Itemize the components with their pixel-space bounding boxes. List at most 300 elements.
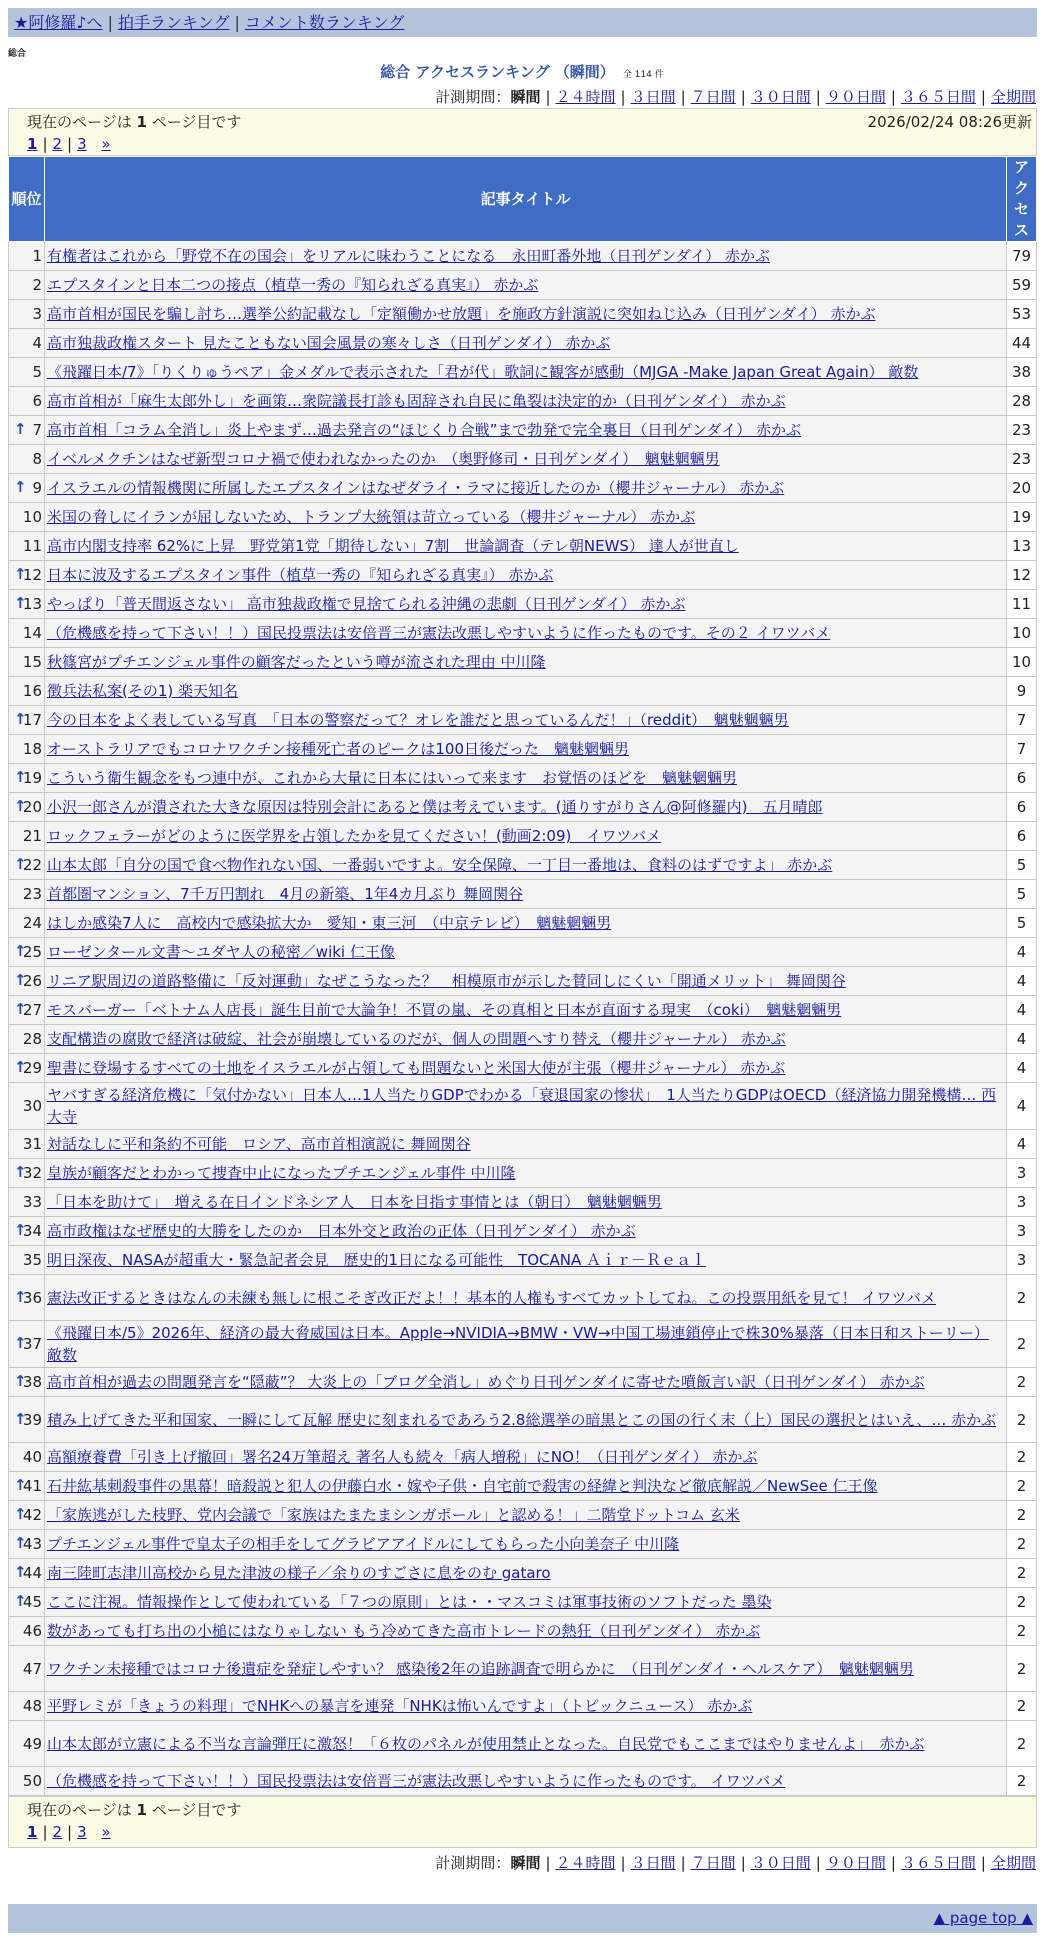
rank-number: 20 <box>22 798 42 816</box>
article-link[interactable]: 高市首相「コラム全消し」炎上やまず…過去発言の“ほじくり合戦”まで勃発で完全裏目（日刊ゲンダイ） 赤かぶ <box>47 421 801 439</box>
access-count: 2 <box>1007 1368 1037 1397</box>
title-cell <box>45 1721 1007 1767</box>
rank-cell <box>9 416 45 445</box>
period-current: 瞬間 <box>510 88 541 106</box>
article-link[interactable]: 平野レミが「きょうの料理」でNHKへの暴言を連発「NHKは怖いんですよ」（トピックニュース） 赤かぶ <box>47 1697 753 1715</box>
period-option-3d[interactable]: ３日間 <box>630 1854 676 1872</box>
access-count: 2 <box>1007 1692 1037 1721</box>
rank-up-arrow-icon: ↑ <box>14 1162 27 1181</box>
rank-up-arrow-icon: ↑ <box>14 1562 27 1581</box>
title-cell <box>45 1501 1007 1530</box>
title-cell <box>45 1130 1007 1159</box>
access-count: 13 <box>1007 532 1037 561</box>
pager-bottom <box>8 1796 1037 1848</box>
access-count: 2 <box>1007 1275 1037 1321</box>
rank-number: 23 <box>22 885 42 903</box>
article-link[interactable]: 高市内閣支持率 62%に上昇 野党第1党「期待しない」7割 世論調査（テレ朝NEWS） 達人が世直し <box>47 537 739 555</box>
article-link[interactable]: ここに注視。情報操作として使われている「７つの原則」とは・・マスコミは軍事技術のソフトだった 墨染 <box>47 1593 772 1611</box>
access-count: 2 <box>1007 1472 1037 1501</box>
rank-number: 38 <box>22 1373 42 1391</box>
period-option-365d[interactable]: ３６５日間 <box>900 1854 976 1872</box>
rank-cell <box>9 242 45 271</box>
total-count: 全 114 件 <box>622 70 664 80</box>
access-count: 6 <box>1007 793 1037 822</box>
access-count: 2 <box>1007 1617 1037 1646</box>
access-count: 4 <box>1007 1054 1037 1083</box>
rank-number: 36 <box>22 1288 42 1307</box>
title-cell <box>45 1767 1007 1796</box>
table-row <box>9 1217 1037 1246</box>
nav-clap-ranking-link[interactable]: 拍手ランキング <box>117 13 230 32</box>
title-cell <box>45 1025 1007 1054</box>
table-row <box>9 1397 1037 1443</box>
updated-timestamp: 2026/02/24 08:26更新 <box>867 113 1032 131</box>
rank-number: 5 <box>32 363 42 381</box>
article-link[interactable]: プチエンジェル事件で皇太子の相手をしてグラビアアイドルにしてもらった小向美奈子 中川隆 <box>47 1535 680 1553</box>
rank-cell <box>9 1054 45 1083</box>
article-link[interactable]: 「家族逃がした枝野、党内会議で「家族はたまたまシンガポール」と認める！」二階堂ドットコム 玄米 <box>47 1506 740 1524</box>
table-row <box>9 445 1037 474</box>
article-link[interactable]: ロックフェラーがどのように医学界を占領したかを見てください！(動画2:09) イワツバメ <box>47 827 662 845</box>
title-cell <box>45 996 1007 1025</box>
access-count: 7 <box>1007 706 1037 735</box>
col-header-rank: 順位 <box>9 157 45 242</box>
title-cell <box>45 474 1007 503</box>
rank-number: 45 <box>22 1593 42 1611</box>
rank-number: 49 <box>22 1734 42 1753</box>
rank-number: 7 <box>32 421 42 439</box>
access-count: 2 <box>1007 1443 1037 1472</box>
rank-cell <box>9 1588 45 1617</box>
table-row <box>9 1188 1037 1217</box>
rank-up-arrow-icon: ↑ <box>14 1057 27 1076</box>
rank-number: 27 <box>22 1001 42 1019</box>
rank-number: 8 <box>32 450 42 468</box>
article-link[interactable]: ローゼンタール文書〜ユダヤ人の秘密／wiki 仁王像 <box>47 943 395 961</box>
title-cell <box>45 1617 1007 1646</box>
ranking-title: 総合 アクセスランキング （瞬間） <box>380 63 615 81</box>
col-header-title: 記事タイトル <box>45 157 1007 242</box>
ranking-table <box>8 156 1037 1796</box>
rank-number: 17 <box>22 711 42 729</box>
rank-number: 9 <box>32 479 42 497</box>
table-row <box>9 387 1037 416</box>
rank-up-arrow-icon: ↑ <box>14 1409 27 1428</box>
table-row <box>9 619 1037 648</box>
rank-cell <box>9 1397 45 1443</box>
nav-home-link[interactable]: ★阿修羅♪へ <box>14 13 103 32</box>
article-link[interactable]: 山本太郎「自分の国で食べ物作れない国、一番弱いですよ。安全保障、一丁目一番地は、食料のはずですよ」 赤かぶ <box>47 856 833 874</box>
rank-cell <box>9 1721 45 1767</box>
access-count: 4 <box>1007 996 1037 1025</box>
article-link[interactable]: 山本太郎が立憲による不当な言論弾圧に激怒！「６枚のパネルが使用禁止となった。自民党でもここまではやりませんよ」 赤かぶ <box>47 1734 925 1753</box>
table-row <box>9 1472 1037 1501</box>
access-count: 23 <box>1007 416 1037 445</box>
article-link[interactable]: やっぱり「普天間返さない」 高市独裁政権で見捨てられる沖縄の悲劇（日刊ゲンダイ） 赤かぶ <box>47 595 686 613</box>
table-row <box>9 1368 1037 1397</box>
table-row <box>9 1130 1037 1159</box>
access-count: 4 <box>1007 938 1037 967</box>
title-cell <box>45 1083 1007 1130</box>
period-selector-top: 計測期間：瞬間 | ２４時間 | ３日間 | ７日間 | ３０日間 | ９０日間 | ３６５日間 | 全期間 <box>435 88 1036 106</box>
title-cell <box>45 387 1007 416</box>
page-link-3[interactable]: 3 <box>77 135 87 153</box>
article-link[interactable]: リニア駅周辺の道路整備に「反対運動」なぜこうなった？ 相模原市が示した賛同しにくい「開通メリット」 舞岡関谷 <box>47 972 846 990</box>
article-link[interactable]: 徴兵法私案(その1) 楽天知名 <box>47 682 239 700</box>
rank-cell <box>9 1217 45 1246</box>
table-row <box>9 967 1037 996</box>
table-row <box>9 532 1037 561</box>
access-count: 3 <box>1007 1217 1037 1246</box>
table-row <box>9 1767 1037 1796</box>
title-cell <box>45 1246 1007 1275</box>
period-option-all[interactable]: 全期間 <box>990 1854 1036 1872</box>
article-link[interactable]: 高市首相が過去の問題発言を“隠蔽”？ 大炎上の「ブログ全消し」めぐり日刊ゲンダイに寄せた噴飯言い訳（日刊ゲンダイ） 赤かぶ <box>47 1373 925 1391</box>
footer-bar <box>8 1904 1037 1933</box>
rank-up-arrow-icon: ↑ <box>14 1591 27 1610</box>
rank-cell <box>9 1501 45 1530</box>
rank-number: 31 <box>22 1135 42 1153</box>
table-row <box>9 271 1037 300</box>
page-link-2[interactable]: 2 <box>52 1823 63 1841</box>
rank-cell <box>9 648 45 677</box>
rank-cell <box>9 764 45 793</box>
article-link[interactable]: 南三陸町志津川高校から見た津波の様子／余りのすごさに息をのむ gataro <box>47 1564 551 1582</box>
article-link[interactable]: 秋篠宮がプチエンジェル事件の顧客だったという噂が流された理由 中川隆 <box>47 653 546 671</box>
access-count: 59 <box>1007 271 1037 300</box>
access-count: 3 <box>1007 1246 1037 1275</box>
title-cell <box>45 764 1007 793</box>
rank-cell <box>9 706 45 735</box>
current-page-text: 現在のページは 1 ページ目です <box>27 1801 242 1819</box>
table-row <box>9 648 1037 677</box>
access-count: 44 <box>1007 329 1037 358</box>
rank-cell <box>9 1443 45 1472</box>
period-option-30d[interactable]: ３０日間 <box>750 1854 811 1872</box>
access-count: 4 <box>1007 1025 1037 1054</box>
table-row <box>9 764 1037 793</box>
rank-number: 47 <box>22 1659 42 1678</box>
rank-number: 16 <box>22 682 42 700</box>
pager-top <box>8 108 1037 156</box>
rank-number: 1 <box>32 247 42 265</box>
nav-separator: | <box>107 13 113 32</box>
period-option-365d[interactable]: ３６５日間 <box>900 88 976 106</box>
title-cell <box>45 1530 1007 1559</box>
rank-number: 2 <box>32 276 42 294</box>
rank-cell <box>9 358 45 387</box>
rank-number: 37 <box>22 1335 42 1353</box>
article-link[interactable]: オーストラリアでもコロナワクチン接種死亡者のピークは100日後だった 魑魅魍魎男 <box>47 740 629 758</box>
table-row <box>9 1083 1037 1130</box>
rank-cell <box>9 503 45 532</box>
article-link[interactable]: 高市首相が国民を騙し討ち…選挙公約記載なし「定額働かせ放題」を施政方針演説に突如ねじ込み（日刊ゲンダイ） 赤かぶ <box>47 305 876 323</box>
title-cell <box>45 648 1007 677</box>
table-row <box>9 1692 1037 1721</box>
rank-number: 35 <box>22 1251 42 1269</box>
page-link-3[interactable]: 3 <box>77 1823 87 1841</box>
rank-number: 28 <box>22 1030 42 1048</box>
rank-cell <box>9 851 45 880</box>
title-cell <box>45 880 1007 909</box>
access-count: 4 <box>1007 1130 1037 1159</box>
title-cell <box>45 416 1007 445</box>
article-link[interactable]: 支配構造の腐敗で経済は破綻、社会が崩壊しているのだが、個人の問題へすり替え（櫻井ジャーナル） 赤かぶ <box>47 1030 786 1048</box>
access-count: 3 <box>1007 1188 1037 1217</box>
rank-cell <box>9 619 45 648</box>
article-link[interactable]: 対話なしに平和条約不可能 ロシア、高市首相演説に 舞岡関谷 <box>47 1135 471 1153</box>
rank-number: 10 <box>22 508 42 526</box>
rank-number: 24 <box>22 914 42 932</box>
page-link-1[interactable]: 1 <box>27 135 38 153</box>
period-option-24h[interactable]: ２４時間 <box>555 88 616 106</box>
access-count: 10 <box>1007 619 1037 648</box>
title-cell <box>45 1646 1007 1692</box>
rank-up-arrow-icon: ↑ <box>14 1371 27 1390</box>
article-link[interactable]: はしか感染7人に 高校内で感染拡大か 愛知・東三河 （中京テレビ） 魑魅魍魎男 <box>47 914 612 932</box>
article-link[interactable]: 小沢一郎さんが潰された大きな原因は特別会計にあると僕は考えています。(通りすがりさん@阿修羅内) 五月晴郎 <box>47 798 823 816</box>
rank-number: 15 <box>22 653 42 671</box>
rank-cell <box>9 1767 45 1796</box>
page-link-2[interactable]: 2 <box>52 135 63 153</box>
rank-cell <box>9 1025 45 1054</box>
rank-up-arrow-icon: ↑ <box>14 593 27 612</box>
article-link[interactable]: 首都圏マンション、7千万円割れ 4月の新築、1年4カ月ぶり 舞岡関谷 <box>47 885 524 903</box>
rank-number: 30 <box>22 1097 42 1115</box>
rank-cell <box>9 967 45 996</box>
access-count: 2 <box>1007 1397 1037 1443</box>
next-page-link[interactable]: » <box>101 1823 111 1841</box>
title-cell <box>45 735 1007 764</box>
rank-cell <box>9 909 45 938</box>
table-row <box>9 1646 1037 1692</box>
page-links: 1 | 2 | 3 » <box>27 1823 111 1841</box>
title-cell <box>45 590 1007 619</box>
access-count: 28 <box>1007 387 1037 416</box>
rank-cell <box>9 1559 45 1588</box>
rank-up-arrow-icon: ↑ <box>14 1475 27 1494</box>
access-count: 53 <box>1007 300 1037 329</box>
rank-up-arrow-icon: ↑ <box>14 709 27 728</box>
table-row <box>9 242 1037 271</box>
title-cell <box>45 271 1007 300</box>
rank-cell <box>9 300 45 329</box>
article-link[interactable]: 石井紘基刺殺事件の黒幕！暗殺説と犯人の伊藤白水・嫁や子供・自宅前で殺害の経緯と判決など徹底解説／NewSee 仁王像 <box>47 1477 878 1495</box>
table-row <box>9 561 1037 590</box>
access-count: 2 <box>1007 1321 1037 1368</box>
article-link[interactable]: ヤバすぎる経済危機に「気付かない」日本人…1人当たりGDPでわかる「衰退国家の惨状」 1人当たりGDPはOECD（経済協力開発機構… 西大寺 <box>47 1086 997 1126</box>
article-link[interactable]: 明日深夜、NASAが超重大・緊急記者会見 歴史的1日になる可能性 TOCANA Ａｉｒ－Ｒｅａｌ <box>47 1251 707 1269</box>
table-row <box>9 1721 1037 1767</box>
rank-cell <box>9 735 45 764</box>
rank-up-arrow-icon: ↑ <box>14 796 27 815</box>
title-cell <box>45 242 1007 271</box>
rank-cell <box>9 532 45 561</box>
period-option-24h[interactable]: ２４時間 <box>555 1854 616 1872</box>
rank-number: 4 <box>32 334 42 352</box>
rank-number: 14 <box>22 624 42 642</box>
table-row <box>9 880 1037 909</box>
rank-number: 46 <box>22 1622 42 1640</box>
table-row <box>9 1025 1037 1054</box>
title-cell <box>45 851 1007 880</box>
rank-number: 11 <box>22 537 42 555</box>
article-link[interactable]: 日本に波及するエプスタイン事件（植草一秀の『知られざる真実』） 赤かぶ <box>47 566 554 584</box>
article-link[interactable]: （危機感を持って下さい！！）国民投票法は安倍晋三が憲法改悪しやすいように作ったものです。その２ イワツバメ <box>47 624 831 642</box>
title-cell <box>45 358 1007 387</box>
rank-cell <box>9 1692 45 1721</box>
rank-number: 41 <box>22 1477 42 1495</box>
period-option-90d[interactable]: ９０日間 <box>825 1854 886 1872</box>
period-label: 計測期間： <box>435 1854 511 1872</box>
title-cell <box>45 1217 1007 1246</box>
article-link[interactable]: エプスタインと日本二つの接点（植草一秀の『知られざる真実』） 赤かぶ <box>47 276 539 294</box>
access-count: 9 <box>1007 677 1037 706</box>
title-cell <box>45 967 1007 996</box>
rank-number: 50 <box>22 1772 42 1790</box>
access-count: 4 <box>1007 1083 1037 1130</box>
access-count: 3 <box>1007 1159 1037 1188</box>
table-row <box>9 735 1037 764</box>
article-link[interactable]: （危機感を持って下さい！！）国民投票法は安倍晋三が憲法改悪しやすいように作ったものです。 イワツバメ <box>47 1772 786 1790</box>
title-cell <box>45 532 1007 561</box>
article-link[interactable]: こういう衛生観念をもつ連中が、これから大量に日本にはいって来ます お覚悟のほどを 魑魅魍魎男 <box>47 769 738 787</box>
period-option-7d[interactable]: ７日間 <box>690 88 736 106</box>
title-cell <box>45 1159 1007 1188</box>
title-cell <box>45 1472 1007 1501</box>
title-cell <box>45 1692 1007 1721</box>
rank-number: 3 <box>32 305 42 323</box>
rank-up-arrow-icon: ↑ <box>14 1533 27 1552</box>
rank-number: 40 <box>22 1448 42 1466</box>
col-header-access: アクセス <box>1007 157 1037 242</box>
title-cell <box>45 1397 1007 1443</box>
title-cell <box>45 793 1007 822</box>
article-link[interactable]: 今の日本をよく表している写真 「日本の警察だって？オレを誰だと思っているんだ！」（reddit） 魑魅魍魎男 <box>47 711 789 729</box>
access-count: 79 <box>1007 242 1037 271</box>
rank-cell <box>9 1368 45 1397</box>
next-page-link[interactable]: » <box>101 135 111 153</box>
access-count: 12 <box>1007 561 1037 590</box>
rank-number: 18 <box>22 740 42 758</box>
current-page-text: 現在のページは 1 ページ目です <box>27 113 242 131</box>
article-link[interactable]: ワクチン未接種ではコロナ後遺症を発症しやすい？ 感染後2年の追跡調査で明らかに （日刊ゲンダイ・ヘルスケア） 魑魅魍魎男 <box>47 1659 914 1678</box>
title-cell <box>45 1188 1007 1217</box>
access-count: 5 <box>1007 851 1037 880</box>
rank-number: 26 <box>22 972 42 990</box>
rank-cell <box>9 880 45 909</box>
rank-cell <box>9 590 45 619</box>
access-count: 2 <box>1007 1501 1037 1530</box>
table-row <box>9 851 1037 880</box>
table-row <box>9 300 1037 329</box>
rank-up-arrow-icon: ↑ <box>14 1504 27 1523</box>
rank-up-arrow-icon: ↑ <box>14 1333 27 1352</box>
rank-number: 39 <box>22 1410 42 1429</box>
title-cell <box>45 1559 1007 1588</box>
article-link[interactable]: 高額療養費「引き上げ撤回」署名24万筆超え 著名人も続々「病人増税」にNO！（日刊ゲンダイ） 赤かぶ <box>47 1448 758 1466</box>
table-row <box>9 1501 1037 1530</box>
article-link[interactable]: 《飛躍日本/5》2026年、経済の最大脅威国は日本。Apple→NVIDIA→BMW・VW→中国工場連鎖停止で株30%暴落（日本日和ストーリー） 敵数 <box>47 1324 989 1364</box>
table-row <box>9 416 1037 445</box>
table-row <box>9 1443 1037 1472</box>
title-cell <box>45 822 1007 851</box>
table-row <box>9 1559 1037 1588</box>
period-option-7d[interactable]: ７日間 <box>690 1854 736 1872</box>
period-selector-bottom: 計測期間：瞬間 | ２４時間 | ３日間 | ７日間 | ３０日間 | ９０日間 | ３６５日間 | 全期間 <box>435 1854 1036 1872</box>
rank-up-arrow-icon: ↑ <box>14 767 27 786</box>
title-cell <box>45 503 1007 532</box>
period-option-90d[interactable]: ９０日間 <box>825 88 886 106</box>
rank-cell <box>9 1130 45 1159</box>
article-link[interactable]: 高市独裁政権スタート 見たこともない国会風景の寒々しさ（日刊ゲンダイ） 赤かぶ <box>47 334 611 352</box>
rank-cell <box>9 793 45 822</box>
title-cell <box>45 1054 1007 1083</box>
rank-cell <box>9 1188 45 1217</box>
rank-cell <box>9 561 45 590</box>
rank-cell <box>9 445 45 474</box>
nav-separator: | <box>234 13 240 32</box>
table-row <box>9 1617 1037 1646</box>
article-link[interactable]: 高市政権はなぜ歴史的大勝をしたのか 日本外交と政治の正体（日刊ゲンダイ） 赤かぶ <box>47 1222 636 1240</box>
table-row <box>9 938 1037 967</box>
rank-number: 32 <box>22 1164 42 1182</box>
rank-up-arrow-icon: ↑ <box>14 477 27 496</box>
rank-number: 48 <box>22 1697 42 1715</box>
rank-number: 44 <box>22 1564 42 1582</box>
article-link[interactable]: イスラエルの情報機関に所属したエプスタインはなぜダライ・ラマに接近したのか（櫻井ジャーナル） 赤かぶ <box>47 479 785 497</box>
period-option-all[interactable]: 全期間 <box>990 88 1036 106</box>
rank-cell <box>9 1246 45 1275</box>
article-link[interactable]: 「日本を助けて」 増える在日インドネシア人 日本を目指す事情とは（朝日） 魑魅魍魎男 <box>47 1193 662 1211</box>
access-count: 5 <box>1007 880 1037 909</box>
rank-cell <box>9 1275 45 1321</box>
rank-number: 43 <box>22 1535 42 1553</box>
article-link[interactable]: モスバーガー「ベトナム人店長」誕生目前で大論争！不買の嵐、その真相と日本が直面する現実 （coki） 魑魅魍魎男 <box>47 1001 842 1019</box>
article-link[interactable]: 高市首相が「麻生太郎外し」を画策…衆院議長打診も固辞され自民に亀裂は決定的か（日刊ゲンダイ） 赤かぶ <box>47 392 786 410</box>
rank-number: 6 <box>32 392 42 410</box>
rank-cell <box>9 1321 45 1368</box>
access-count: 5 <box>1007 909 1037 938</box>
article-link[interactable]: 米国の脅しにイランが屈しないため、トランプ大統領は苛立っている（櫻井ジャーナル） 赤かぶ <box>47 508 696 526</box>
article-link[interactable]: 数があっても打ち出の小槌にはなりゃしない もう冷めてきた高市トレードの熱狂（日刊ゲンダイ） 赤かぶ <box>47 1622 761 1640</box>
access-count: 4 <box>1007 967 1037 996</box>
access-count: 6 <box>1007 822 1037 851</box>
article-link[interactable]: 積み上げてきた平和国家、一瞬にして瓦解 歴史に刻まれるであろう2.8総選挙の暗黒とこの国の行く末（上）国民の選択とはいえ、… 赤かぶ <box>47 1410 997 1429</box>
rank-cell <box>9 1646 45 1692</box>
period-option-30d[interactable]: ３０日間 <box>750 88 811 106</box>
title-cell <box>45 1368 1007 1397</box>
article-link[interactable]: 《飛躍日本/7》「りくりゅうペア」金メダルで表示された「君が代」歌詞に観客が感動（MJGA -Make Japan Great Again） 敵数 <box>47 363 919 381</box>
rank-number: 13 <box>22 595 42 613</box>
period-option-3d[interactable]: ３日間 <box>630 88 676 106</box>
article-link[interactable]: イベルメクチンはなぜ新型コロナ禍で使われなかったのか （奥野修司・日刊ゲンダイ） 魑魅魍魎男 <box>47 450 720 468</box>
article-link[interactable]: 憲法改正するときはなんの未練も無しに根こそぎ改正だよ！！基本的人権もすべてカットしてね。この投票用紙を見て！ イワツバメ <box>47 1288 937 1307</box>
rank-number: 25 <box>22 943 42 961</box>
rank-cell <box>9 329 45 358</box>
title-cell <box>45 445 1007 474</box>
article-link[interactable]: 有権者はこれから「野党不在の国会」をリアルに味わうことになる 永田町番外地（日刊ゲンダイ） 赤かぶ <box>47 247 770 265</box>
rank-number: 12 <box>22 566 42 584</box>
rank-number: 19 <box>22 769 42 787</box>
title-cell <box>45 329 1007 358</box>
nav-comment-ranking-link[interactable]: コメント数ランキング <box>244 13 405 32</box>
page-top-link[interactable]: ▲ page top ▲ <box>933 1909 1033 1927</box>
article-link[interactable]: 聖書に登場するすべての土地をイスラエルが占領しても問題ないと米国大使が主張（櫻井ジャーナル） 赤かぶ <box>47 1059 786 1077</box>
table-row <box>9 590 1037 619</box>
page-link-1[interactable]: 1 <box>27 1823 38 1841</box>
article-link[interactable]: 皇族が顧客だとわかって捜査中止になったプチエンジェル事件 中川隆 <box>47 1164 516 1182</box>
